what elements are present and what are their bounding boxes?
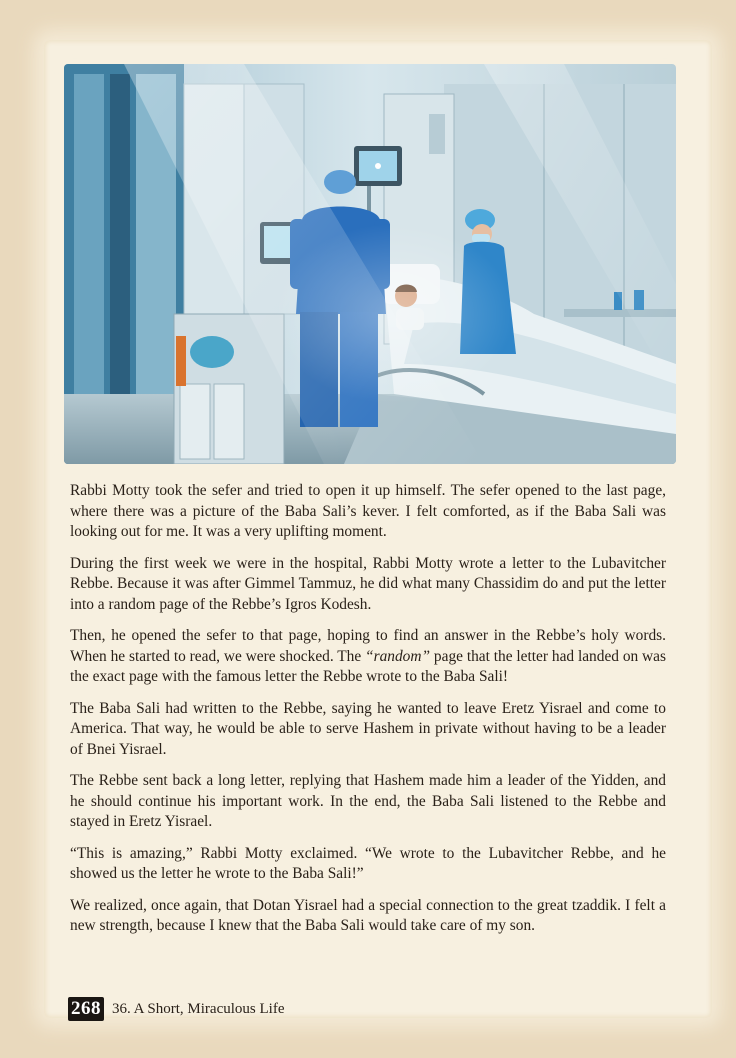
paragraph-6: “This is amazing,” Rabbi Motty exclaimed. “We wrote to the Lubavitcher Rebbe, and he showed us the letter he wrote to the Baba Sali!” [70, 844, 666, 882]
paragraph-3 [70, 626, 666, 688]
random-emphasis: “random” [365, 647, 431, 665]
paragraph-3-start: Then, he opened the sefer to that page, hoping to find an answer in the Rebbe’s holy words. When he started to read, we were shocked. The [70, 627, 666, 665]
story-text [70, 481, 666, 948]
paragraph-3-end: page that the letter had landed on was the exact page with the famous letter the Rebbe wrote to the Baba Sali! [70, 647, 666, 685]
page-footer [68, 996, 285, 1022]
page-number: 268 [68, 997, 104, 1021]
hospital-room-illustration [64, 64, 676, 464]
paragraph-2: During the first week we were in the hospital, Rabbi Motty wrote a letter to the Lubavitcher Rebbe. Because it was after Gimmel Tammuz, he did what many Chassidim do and put the letter into a random page of the Rebbe’s Igros Kodesh. [70, 554, 666, 613]
chapter-title: 36. A Short, Miraculous Life [112, 1000, 285, 1017]
paragraph-1: Rabbi Motty took the sefer and tried to open it up himself. The sefer opened to the last page, where there was a picture of the Baba Sali’s kever. I felt comforted, as if the Baba Sali was looking out for me. It was a very uplifting moment. [70, 482, 666, 540]
paragraph-5: The Rebbe sent back a long letter, replying that Hashem made him a leader of the Yidden, and he should continue his important work. In the end, the Baba Sali listened to the Rebbe and stayed in Eretz Yisrael. [70, 772, 666, 830]
paragraph-4: The Baba Sali had written to the Rebbe, saying he wanted to leave Eretz Yisrael and come to America. That way, he would be able to serve Hashem in private without having to be a leader of Bnei Yisrael. [70, 699, 666, 758]
paragraph-7: We realized, once again, that Dotan Yisrael had a special connection to the great tzaddik. I felt a new strength, because I knew that the Baba Sali would take care of my son. [70, 896, 666, 934]
